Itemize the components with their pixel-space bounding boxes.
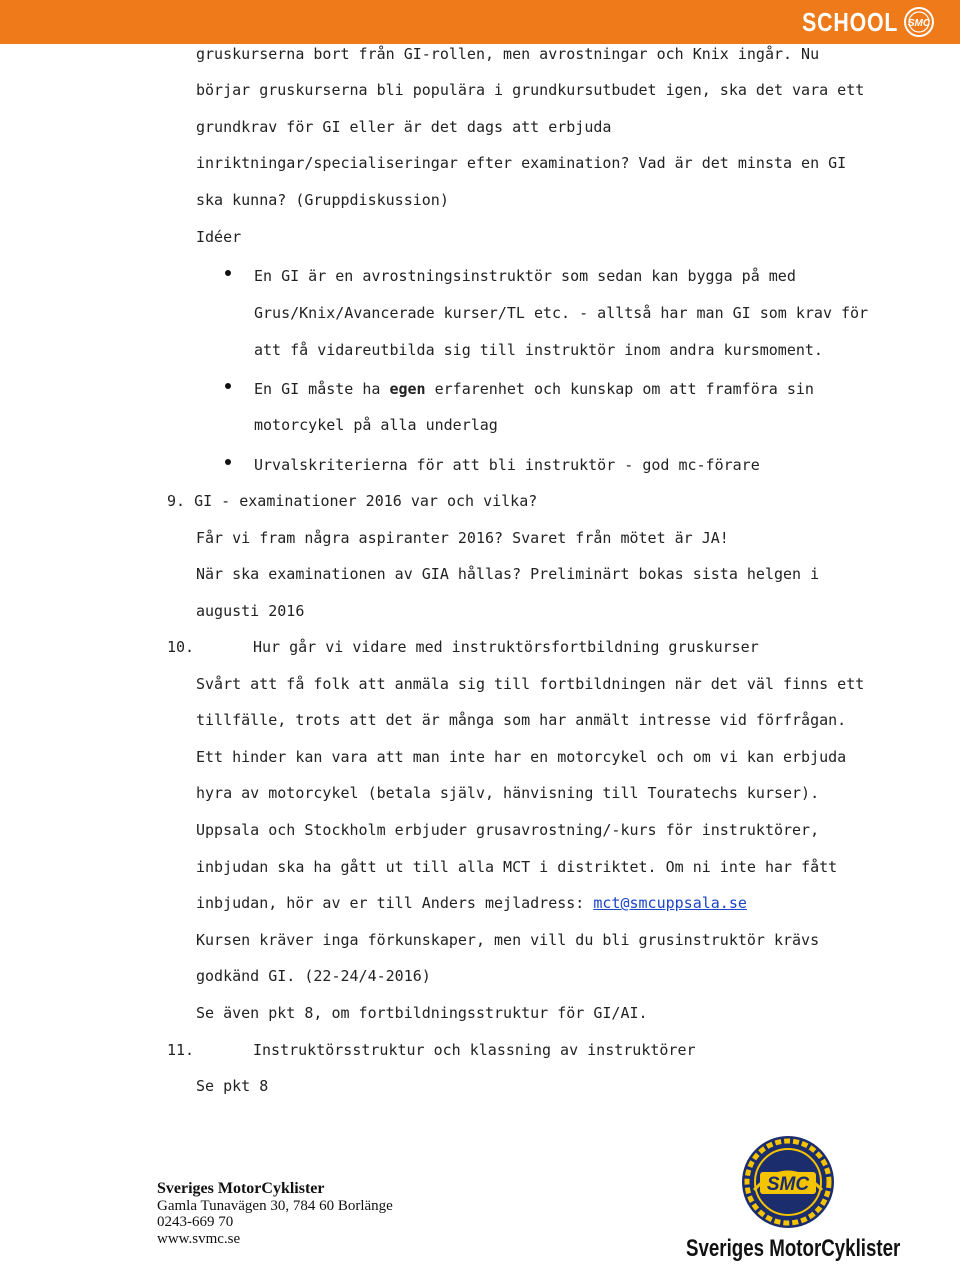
section-line: hyra av motorcykel (betala själv, hänvisning till Touratechs kurser). <box>196 784 820 802</box>
list-item-line: En GI är en avrostningsinstruktör som sedan kan bygga på med <box>254 267 796 285</box>
intro-line: grundkrav för GI eller är det dags att erbjuda <box>196 118 612 136</box>
section-number: 10. <box>167 638 195 656</box>
section-line: godkänd GI. (22-24/4-2016) <box>196 967 431 985</box>
section-line: Får vi fram några aspiranter 2016? Svaret från mötet är JA! <box>196 529 729 547</box>
section-line: Se pkt 8 <box>196 1077 269 1095</box>
section-line: augusti 2016 <box>196 602 305 620</box>
list-item-line: Grus/Knix/Avancerade kurser/TL etc. - alltså har man GI som krav för <box>254 304 869 322</box>
section-number: 11. <box>167 1041 195 1059</box>
section-line: Se även pkt 8, om fortbildningsstruktur för GI/AI. <box>196 1004 648 1022</box>
smc-brand-text: Sveriges MotorCyklister <box>686 1235 901 1262</box>
section-line: inbjudan, hör av er till Anders mejladress: mct@smcuppsala.se <box>196 894 747 912</box>
smc-logo-label: SMC <box>766 1174 810 1195</box>
smc-logo-icon <box>740 1134 836 1230</box>
list-item-line: Urvalskriterierna för att bli instruktör - god mc-förare <box>254 456 760 474</box>
header-bar <box>0 0 960 44</box>
ideas-label: Idéer <box>196 228 242 246</box>
school-logo <box>781 6 934 38</box>
intro-line: gruskurserna bort från GI-rollen, men avrostningar och Knix ingår. Nu <box>196 45 820 63</box>
intro-line: börjar gruskurserna bli populära i grundkursutbudet igen, ska det vara ett <box>196 81 865 99</box>
bullet-icon <box>225 459 231 465</box>
smc-emblem-icon <box>904 7 934 37</box>
bullet-icon <box>225 383 231 389</box>
footer-address: Gamla Tunavägen 30, 784 60 Borlänge <box>157 1198 393 1214</box>
school-emblem-label: SMC <box>907 18 931 29</box>
section-heading: Hur går vi vidare med instruktörsfortbildning gruskurser <box>253 638 759 656</box>
footer-org-name: Sveriges MotorCyklister <box>157 1180 325 1197</box>
list-item-line: En GI måste ha egen erfarenhet och kunskap om att framföra sin <box>254 380 814 398</box>
section-line: Svårt att få folk att anmäla sig till fortbildningen när det väl finns ett <box>196 675 865 693</box>
footer-phone: 0243-669 70 <box>157 1214 234 1230</box>
section-line: När ska examinationen av GIA hållas? Preliminärt bokas sista helgen i <box>196 565 820 583</box>
list-item-line: att få vidareutbilda sig till instruktör inom andra kursmoment. <box>254 341 823 359</box>
emphasis-text: egen <box>389 380 426 398</box>
section-line: Ett hinder kan vara att man inte har en motorcykel och om vi kan erbjuda <box>196 748 847 766</box>
section-line: inbjudan ska ha gått ut till alla MCT i distriktet. Om ni inte har fått <box>196 858 838 876</box>
intro-line: ska kunna? (Gruppdiskussion) <box>196 191 449 209</box>
bullet-icon <box>225 270 231 276</box>
school-brand-text: SCHOOL <box>801 6 898 37</box>
list-item-line: motorcykel på alla underlag <box>254 416 498 434</box>
intro-line: inriktningar/specialiseringar efter examination? Vad är det minsta en GI <box>196 154 847 172</box>
email-link[interactable]: mct@smcuppsala.se <box>593 894 747 912</box>
footer-website[interactable]: www.svmc.se <box>157 1231 241 1247</box>
section-line: Uppsala och Stockholm erbjuder grusavrostning/-kurs för instruktörer, <box>196 821 820 839</box>
section-line: Kursen kräver inga förkunskaper, men vill du bli grusinstruktör krävs <box>196 931 820 949</box>
section-heading: 9. GI - examinationer 2016 var och vilka? <box>167 492 538 510</box>
section-line: tillfälle, trots att det är många som har anmält intresse vid förfrågan. <box>196 711 847 729</box>
section-heading: Instruktörsstruktur och klassning av instruktörer <box>253 1041 696 1059</box>
